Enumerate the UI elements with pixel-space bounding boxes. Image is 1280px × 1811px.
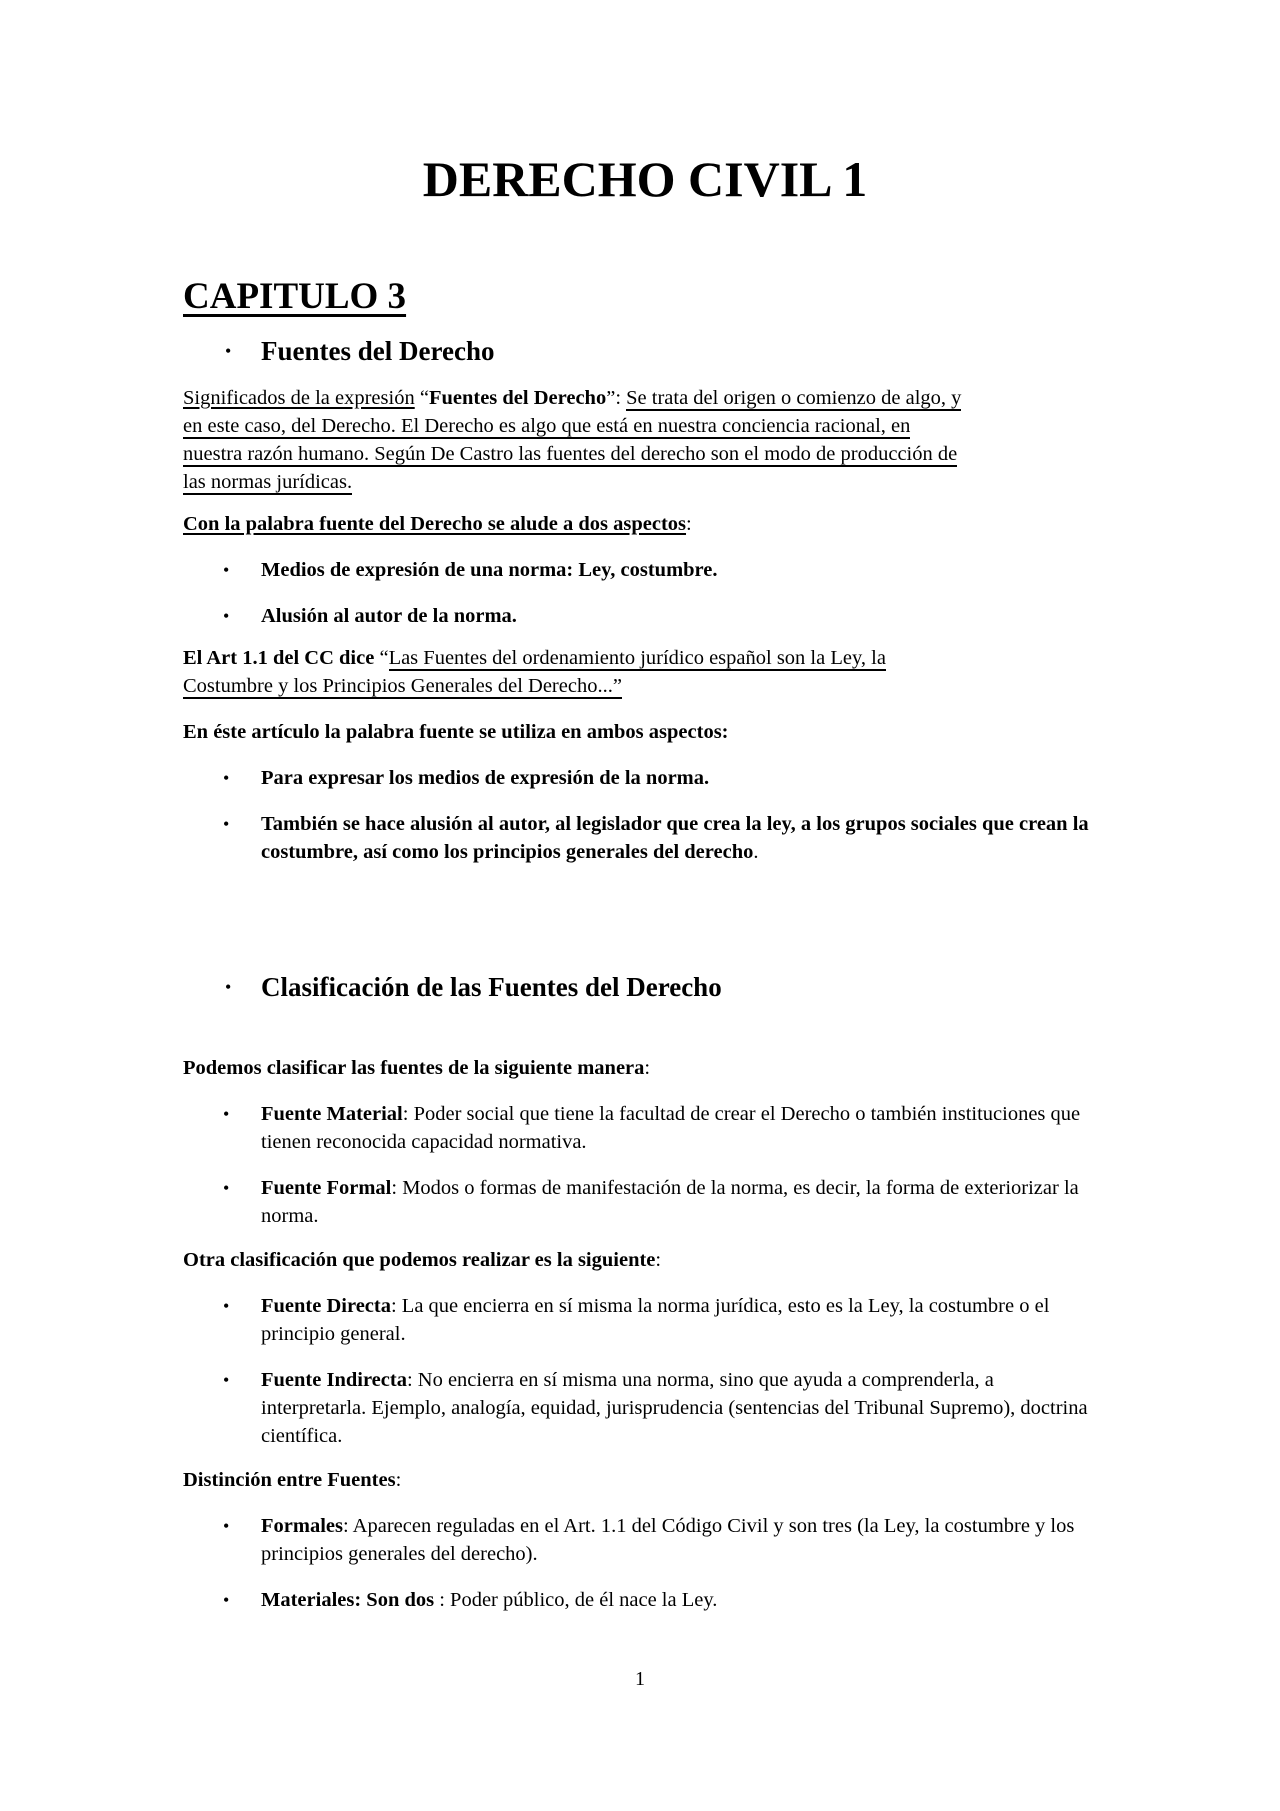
- bullet-icon: •: [223, 814, 230, 834]
- bullet-icon: •: [223, 768, 230, 788]
- bullet-icon: •: [223, 1178, 230, 1198]
- chapter-heading: CAPITULO 3: [183, 276, 407, 317]
- bullet-icon: •: [223, 560, 230, 580]
- definition-line-1: Se trata del origen o comienzo de algo, y: [626, 387, 962, 409]
- quote-mark: “: [414, 387, 429, 409]
- bullet-icon: •: [223, 1104, 230, 1124]
- paragraph-clasificar: [183, 1054, 1095, 1082]
- quote-mark: ”:: [606, 387, 627, 409]
- definition-line-2: en este caso, del Derecho. El Derecho es algo que está en nuestra conciencia racional, en: [183, 415, 911, 437]
- list-item-tail: .: [753, 841, 759, 863]
- section-heading-text: Clasificación de las Fuentes del Derecho: [261, 972, 722, 1002]
- list-item-desc: : Poder social que tiene la facultad de crear el Derecho o también instituciones que tienen reconocida capacidad normativa.: [261, 1103, 1081, 1153]
- list-item-desc: : Modos o formas de manifestación de la norma, es decir, la forma de exteriorizar la norma.: [261, 1177, 1079, 1227]
- list-material-formal: [183, 1100, 1095, 1230]
- intro-text: Otra clasificación que podemos realizar es la siguiente: [183, 1249, 656, 1271]
- document-body: [183, 272, 1095, 1632]
- list-directa-indirecta: [183, 1292, 1095, 1450]
- aspectos-text: Con la palabra fuente del Derecho se alude a dos aspectos: [183, 513, 687, 535]
- list-item: [183, 602, 1095, 630]
- intro-text: Distinción entre Fuentes: [183, 1469, 396, 1491]
- list-item: [183, 810, 1095, 866]
- list-aspectos: [183, 556, 1095, 630]
- list-item: [183, 1292, 1095, 1348]
- colon: :: [644, 1057, 651, 1079]
- list-item: [183, 764, 1095, 792]
- list-item: [183, 556, 1095, 584]
- list-item-term: Fuente Formal: [261, 1177, 392, 1199]
- intro-text: Podemos clasificar las fuentes de la siguiente manera: [183, 1057, 645, 1079]
- list-item: [183, 1174, 1095, 1230]
- definition-line-3: nuestra razón humano. Según De Castro las fuentes del derecho son el modo de producción de: [183, 443, 958, 465]
- paragraph-otra-clasificacion: [183, 1246, 1095, 1274]
- bullet-icon: •: [223, 1516, 230, 1536]
- term-fuentes: Fuentes del Derecho: [428, 387, 607, 409]
- art-quote-line-1: Las Fuentes del ordenamiento jurídico español son la Ley, la: [388, 647, 886, 669]
- colon: :: [395, 1469, 402, 1491]
- list-item-desc: : No encierra en sí misma una norma, sino que ayuda a comprenderla, a interpretarla. Ejemplo, analogía, equidad, jurisprudencia (sentencias del Tribunal Supremo), doctrina científica.: [261, 1369, 1088, 1447]
- paragraph-label: Significados de la expresión: [183, 387, 415, 409]
- paragraph-ambos-aspectos: En éste artículo la palabra fuente se utiliza en ambos aspectos:: [183, 721, 729, 743]
- list-item-desc: : La que encierra en sí misma la norma jurídica, esto es la Ley, la costumbre o el principio general.: [261, 1295, 1050, 1345]
- document-title: DERECHO CIVIL 1: [422, 151, 868, 207]
- section-heading-fuentes: [183, 332, 1095, 370]
- list-item: [183, 1586, 1095, 1614]
- list-item-text: Alusión al autor de la norma.: [261, 605, 517, 627]
- list-item-text: Para expresar los medios de expresión de la norma.: [261, 767, 710, 789]
- list-item-term: Fuente Indirecta: [261, 1369, 407, 1391]
- paragraph-aspectos: [183, 510, 1095, 538]
- list-item-text: Medios de expresión de una norma: Ley, costumbre.: [261, 559, 718, 581]
- list-item: [183, 1100, 1095, 1156]
- list-item-term: Materiales: Son dos: [261, 1589, 435, 1611]
- list-item-term: Fuente Material: [261, 1103, 403, 1125]
- list-item-desc: : Aparecen reguladas en el Art. 1.1 del Código Civil y son tres (la Ley, la costumbre y los principios generales del derecho).: [261, 1515, 1075, 1565]
- list-ambos-aspectos: [183, 764, 1095, 866]
- bullet-icon: •: [223, 1296, 230, 1316]
- list-item: [183, 1512, 1095, 1568]
- bullet-icon: •: [223, 1590, 230, 1610]
- paragraph-distincion: [183, 1466, 1095, 1494]
- paragraph-significados: [183, 384, 1095, 496]
- section-heading-clasificacion: [183, 968, 1095, 1006]
- list-item-term: Formales: [261, 1515, 343, 1537]
- list-item-term: Fuente Directa: [261, 1295, 391, 1317]
- paragraph-art-1-1: [183, 644, 1095, 700]
- art-quote-line-2: Costumbre y los Principios Generales del Derecho...”: [183, 675, 622, 697]
- quote-mark: “: [374, 647, 389, 669]
- colon: :: [686, 513, 692, 535]
- page-number: 1: [635, 1668, 645, 1690]
- bullet-icon: •: [225, 341, 232, 361]
- list-item: [183, 1366, 1095, 1450]
- bullet-icon: •: [225, 977, 232, 997]
- colon: :: [655, 1249, 662, 1271]
- art-lead: El Art 1.1 del CC dice: [183, 647, 375, 669]
- bullet-icon: •: [223, 1370, 230, 1390]
- list-item-text: También se hace alusión al autor, al legislador que crea la ley, a los grupos sociales que crean la costumbre, así como los principios generales del derecho: [261, 813, 1089, 863]
- definition-line-4: las normas jurídicas.: [183, 471, 353, 493]
- list-formales-materiales: [183, 1512, 1095, 1614]
- list-item-desc: : Poder público, de él nace la Ley.: [434, 1589, 718, 1611]
- spacer: [183, 884, 1095, 968]
- bullet-icon: •: [223, 606, 230, 626]
- section-heading-text: Fuentes del Derecho: [261, 336, 495, 366]
